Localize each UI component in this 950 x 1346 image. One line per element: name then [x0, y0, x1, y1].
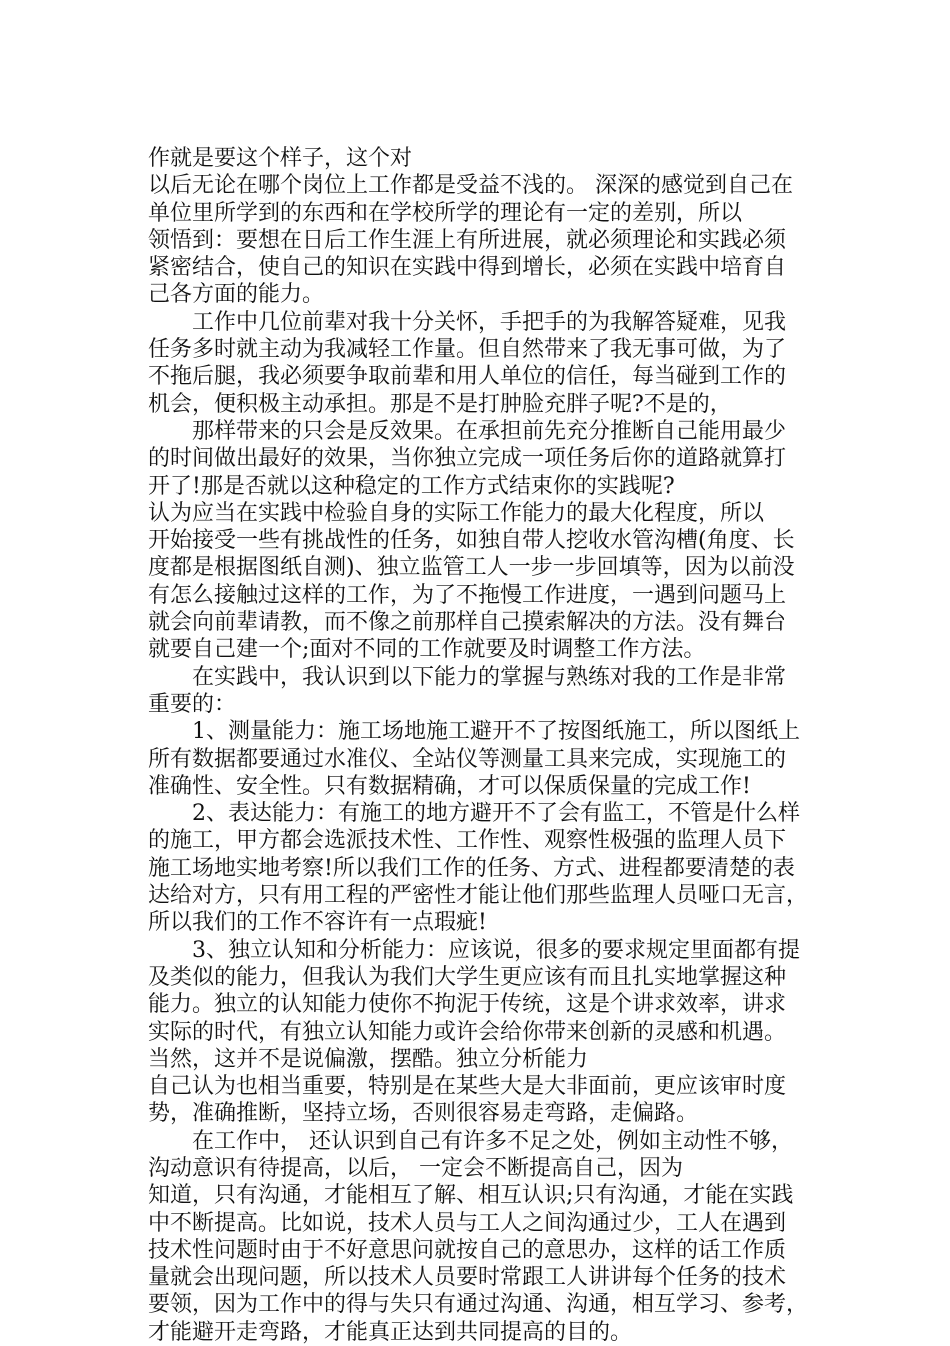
text-line: 有怎么接触过这样的工作，为了不拖慢工作进度，一遇到问题马上	[148, 582, 787, 608]
text-line: 认为应当在实践中检验自身的实际工作能力的最大化程度，所以	[148, 500, 765, 526]
text-line: 己各方面的能力。	[148, 282, 325, 308]
text-line: 不拖后腿，我必须要争取前辈和用人单位的信任，每当碰到工作的	[148, 364, 787, 390]
text-line: 中不断提高。比如说，技术人员与工人之间沟通过少，工人在遇到	[148, 1210, 787, 1236]
text-line: 施工场地实地考察!所以我们工作的任务、方式、进程都要清楚的表	[148, 855, 795, 881]
text-line: 在工作中， 还认识到自己有许多不足之处，例如主动性不够，	[148, 1128, 793, 1154]
text-line: 2、表达能力：有施工的地方避开不了会有监工，不管是什么样	[148, 801, 800, 827]
text-line: 要领，因为工作中的得与失只有通过沟通、沟通，相互学习、参考，	[148, 1292, 809, 1318]
text-line: 就会向前辈请教，而不像之前那样自己摸索解决的方法。没有舞台	[148, 610, 787, 636]
text-line: 1、测量能力：施工场地施工避开不了按图纸施工，所以图纸上	[148, 719, 800, 745]
text-line: 任务多时就主动为我减轻工作量。但自然带来了我无事可做，为了	[148, 337, 787, 363]
text-line: 紧密结合，使自己的知识在实践中得到增长，必须在实践中培育自	[148, 255, 787, 281]
text-line: 领悟到：要想在日后工作生涯上有所进展，就必须理论和实践必须	[148, 227, 787, 253]
text-line: 单位里所学到的东西和在学校所学的理论有一定的差别，所以	[148, 200, 743, 226]
text-line: 实际的时代，有独立认知能力或许会给你带来创新的灵感和机遇。	[148, 1019, 787, 1045]
text-line: 的时间做出最好的效果，当你独立完成一项任务后你的道路就算打	[148, 446, 787, 472]
text-line: 作就是要这个样子，这个对	[148, 146, 413, 171]
text-line: 以后无论在哪个岗位上工作都是受益不浅的。 深深的感觉到自己在	[148, 173, 793, 199]
text-line: 的施工，甲方都会选派技术性、工作性、观察性极强的监理人员下	[148, 828, 787, 854]
text-line: 所以我们的工作不容许有一点瑕疵!	[148, 910, 487, 936]
text-line: 达给对方，只有用工程的严密性才能让他们那些监理人员哑口无言，	[148, 883, 809, 909]
text-line: 量就会出现问题，所以技术人员要时常跟工人讲讲每个任务的技术	[148, 1265, 787, 1291]
text-line: 知道，只有沟通，才能相互了解、相互认识;只有沟通，才能在实践	[148, 1183, 794, 1209]
text-line: 当然，这并不是说偏激，摆酷。独立分析能力	[148, 1046, 589, 1072]
text-line: 在实践中，我认识到以下能力的掌握与熟练对我的工作是非常	[148, 664, 787, 690]
text-line: 机会，便积极主动承担。那是不是打肿脸充胖子呢?不是的，	[148, 391, 732, 417]
text-line: 就要自己建一个;面对不同的工作就要及时调整工作方法。	[148, 637, 706, 663]
text-line: 那样带来的只会是反效果。在承担前先充分推断自己能用最少	[148, 418, 787, 444]
text-line: 势，准确推断，坚持立场，否则很容易走弯路，走偏路。	[148, 1101, 699, 1127]
text-line: 技术性问题时由于不好意思问就按自己的意思办，这样的话工作质	[148, 1237, 787, 1263]
text-line: 准确性、安全性。只有数据精确，才可以保质保量的完成工作!	[148, 773, 751, 799]
text-line: 度都是根据图纸自测)、独立监管工人一步一步回填等，因为以前没	[148, 555, 795, 581]
text-line: 能力。独立的认知能力使你不拘泥于传统，这是个讲求效率，讲求	[148, 992, 787, 1018]
text-line: 工作中几位前辈对我十分关怀，手把手的为我解答疑难，见我	[148, 309, 787, 335]
text-line: 及类似的能力，但我认为我们大学生更应该有而且扎实地掌握这种	[148, 964, 787, 990]
document-body	[148, 145, 828, 1346]
text-line: 开始接受一些有挑战性的任务，如独自带人挖收水管沟槽(角度、长	[148, 528, 795, 554]
text-line: 3、独立认知和分析能力：应该说，很多的要求规定里面都有提	[148, 937, 800, 963]
text-line: 才能避开走弯路，才能真正达到共同提高的目的。	[148, 1319, 633, 1345]
text-line: 所有数据都要通过水准仪、全站仪等测量工具来完成，实现施工的	[148, 746, 787, 772]
text-line: 重要的：	[148, 691, 237, 717]
text-line: 沟动意识有待提高，以后， 一定会不断提高自己，因为	[148, 1155, 683, 1181]
text-line: 自己认为也相当重要，特别是在某些大是大非面前，更应该审时度	[148, 1074, 787, 1100]
text-line: 开了!那是否就以这种稳定的工作方式结束你的实践呢?	[148, 473, 675, 499]
